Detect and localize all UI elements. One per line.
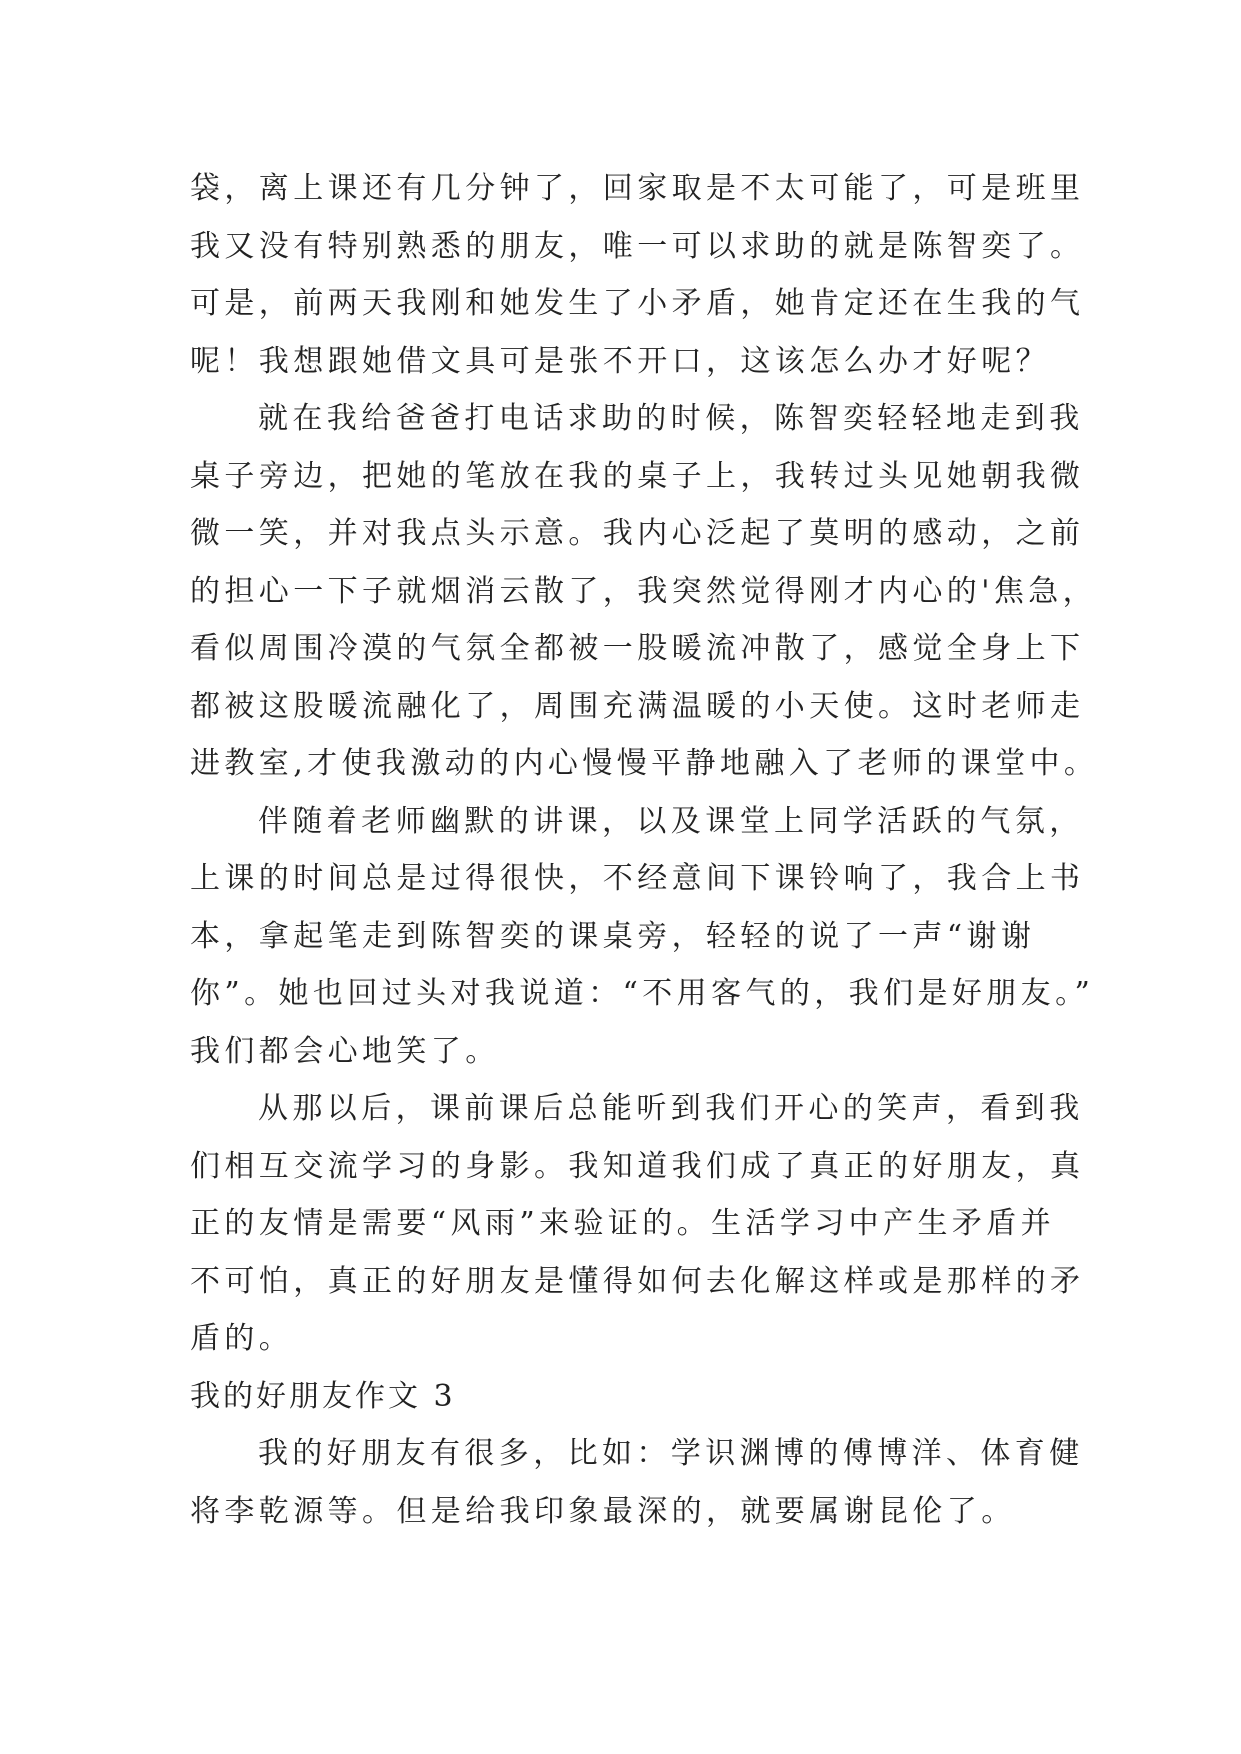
text-line: 微一笑，并对我点头示意。我内心泛起了莫明的感动，之前 xyxy=(190,516,1085,551)
text-line: 的担心一下子就烟消云散了，我突然觉得刚才内心的'焦急， xyxy=(190,573,1098,609)
paragraph-3 xyxy=(190,793,1095,1081)
text-line: 上课的时间总是过得很快，不经意间下课铃响了，我合上书 xyxy=(190,861,1085,896)
text-line: 从那以后，课前课后总能听到我们开心的笑声，看到我 xyxy=(258,1091,1084,1126)
text-line: 本，拿起笔走到陈智奕的课桌旁，轻轻的说了一声“谢谢 xyxy=(190,918,1036,954)
text-line: 可是，前两天我刚和她发生了小矛盾，她肯定还在生我的气 xyxy=(190,286,1085,321)
text-line: 我又没有特别熟悉的朋友，唯一可以求助的就是陈智奕了。 xyxy=(190,228,1085,264)
text-line: 们相互交流学习的身影。我知道我们成了真正的好朋友，真 xyxy=(190,1148,1085,1184)
text-line: 正的友情是需要“风雨”来验证的。生活学习中产生矛盾并 xyxy=(190,1206,1056,1241)
text-line: 袋，离上课还有几分钟了，回家取是不太可能了，可是班里 xyxy=(190,171,1085,206)
paragraph-4 xyxy=(190,1080,1085,1368)
text-line: 将李乾源等。但是给我印象最深的，就要属谢昆伦了。 xyxy=(190,1493,1016,1529)
text-line: 你”。她也回过头对我说道：“不用客气的，我们是好朋友。” xyxy=(190,976,1095,1011)
text-line: 都被这股暖流融化了，周围充满温暖的小天使。这时老师走 xyxy=(190,688,1085,724)
text-line: 呢！我想跟她借文具可是张不开口，这该怎么办才好呢？ xyxy=(190,343,1050,379)
paragraph-2 xyxy=(190,390,1099,793)
text-line: 就在我给爸爸打电话求助的时候，陈智奕轻轻地走到我 xyxy=(258,401,1084,436)
text-line: 看似周围冷漠的气氛全都被一股暖流冲散了，感觉全身上下 xyxy=(190,631,1085,666)
paragraph-1 xyxy=(190,160,1085,390)
text-line: 我们都会心地笑了。 xyxy=(190,1033,500,1069)
text-line: 进教室,才使我激动的内心慢慢平静地融入了老师的课堂中。 xyxy=(190,746,1099,781)
text-line: 我的好朋友有很多，比如：学识渊博的傅博洋、体育健 xyxy=(258,1436,1084,1471)
document-body xyxy=(190,160,1099,1540)
text-line: 伴随着老师幽默的讲课，以及课堂上同学活跃的气氛， xyxy=(258,803,1084,839)
text-line: 桌子旁边，把她的笔放在我的桌子上，我转过头见她朝我微 xyxy=(190,458,1085,494)
text-line: 不可怕，真正的好朋友是懂得如何去化解这样或是那样的矛 xyxy=(190,1263,1085,1299)
section-heading: 我的好朋友作文 3 xyxy=(190,1378,456,1414)
closing-paragraph xyxy=(190,1425,1084,1540)
text-line: 盾的。 xyxy=(190,1321,294,1356)
